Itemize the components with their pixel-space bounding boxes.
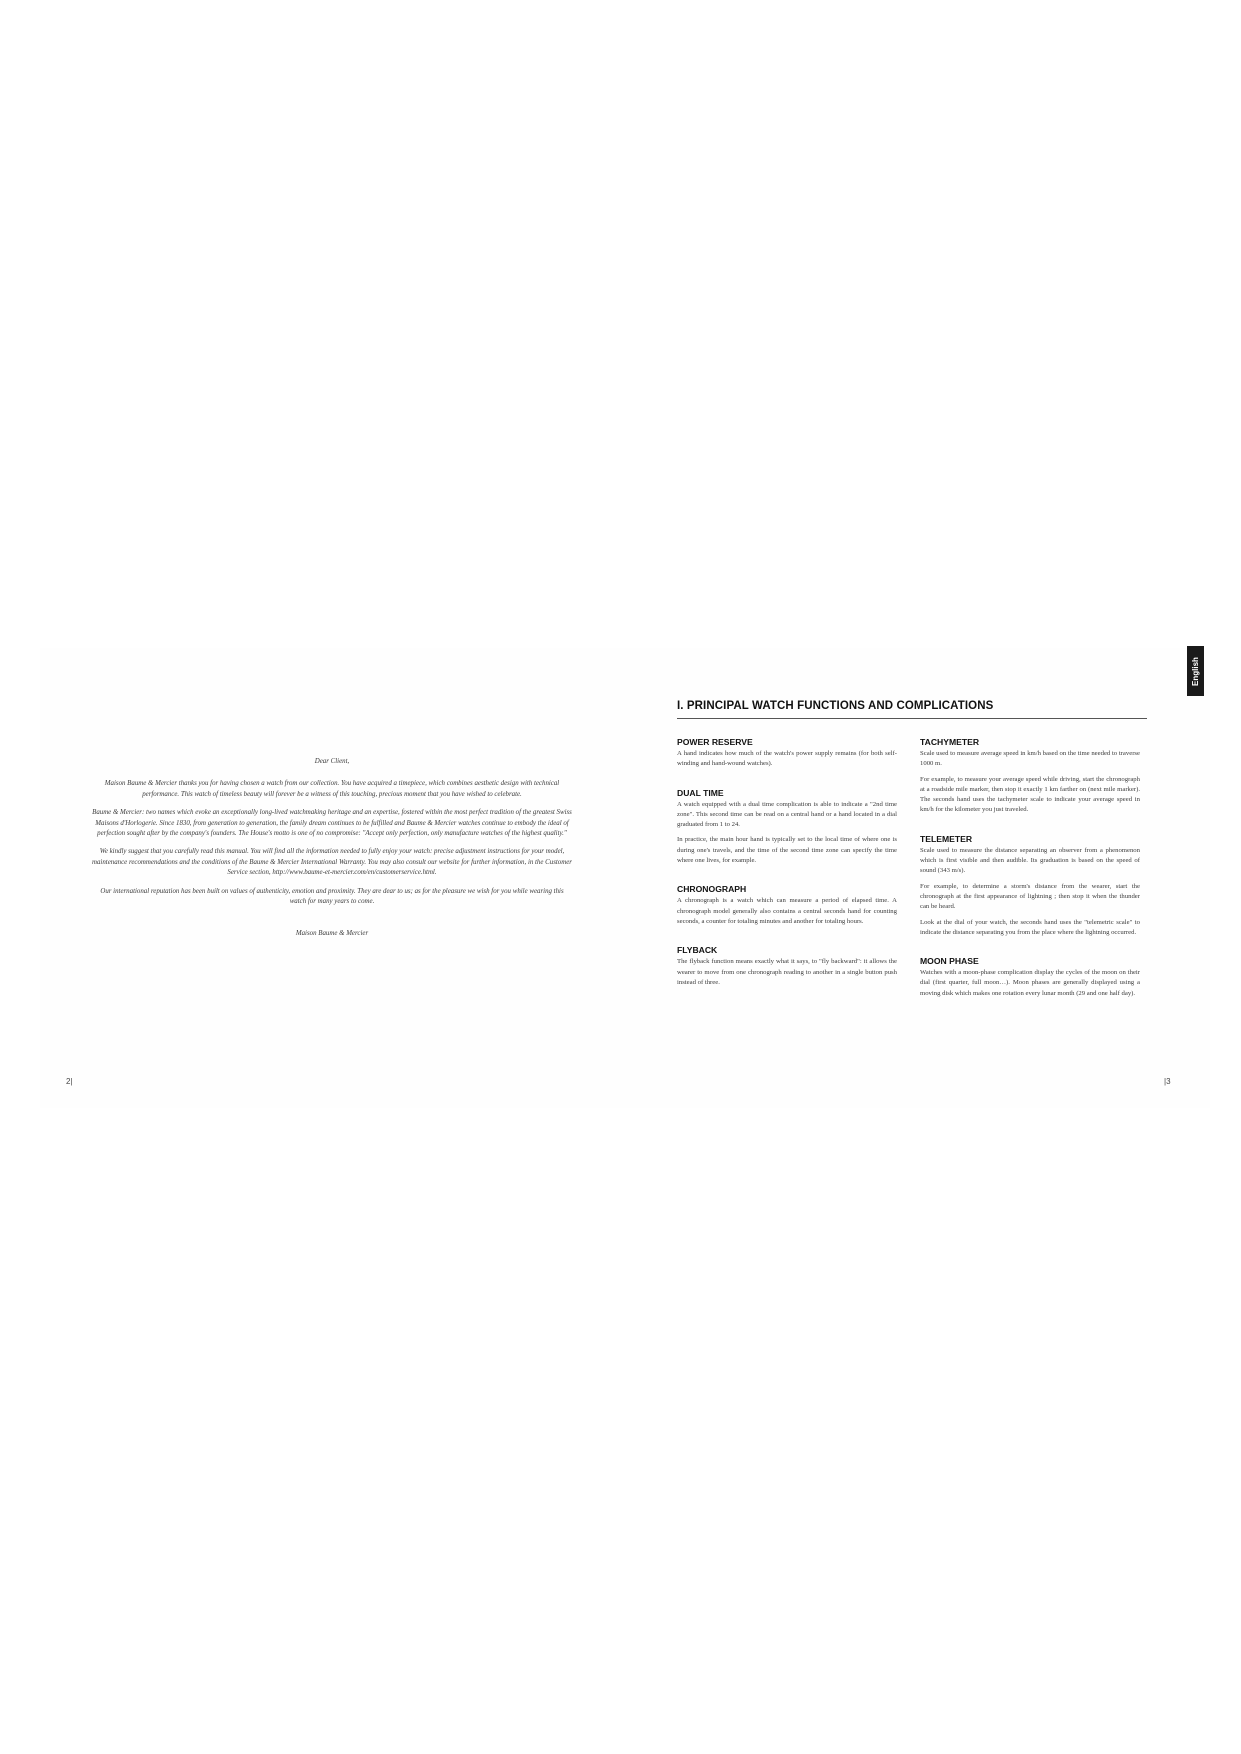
entry-text: In practice, the main hour hand is typically set to the local time of where one is during one's travels, and the time of the second time zone can specify the time where one lives, for example. xyxy=(677,836,897,865)
entry-text: For example, to determine a storm's distance from the wearer, start the chronograph at the first appearance of lightning ; then stop it when the thunder can be heard. xyxy=(920,882,1140,911)
letter-salutation: Dear Client, xyxy=(314,758,350,765)
entry-heading: TELEMETER xyxy=(920,833,973,844)
page-number-right: |3 xyxy=(1164,1077,1171,1086)
entry-heading: FLYBACK xyxy=(677,945,718,956)
language-tab xyxy=(1187,646,1204,696)
entry-text: Scale used to measure the distance separating an observer from a phenomenon which is first visible and then audible. Its graduation is based on the speed of sound (343 m/s). xyxy=(920,846,1140,875)
entry-tachymeter xyxy=(920,737,1140,816)
letter-paragraph: Our international reputation has been built on values of authenticity, emotion and proximity. They are dear to us; as for the pleasure we wish for you while wearing this watch for many years to come. xyxy=(100,887,564,906)
entry-moon-phase xyxy=(920,956,1140,999)
entry-dual-time xyxy=(677,788,897,867)
entry-heading: CHRONOGRAPH xyxy=(677,884,747,895)
entry-text: A chronograph is a watch which can measure a period of elapsed time. A chronograph model generally also contains a central seconds hand for counting seconds, a counter for totaling minutes and another for totaling hours. xyxy=(677,897,897,925)
letter-paragraph: Maison Baume & Mercier thanks you for having chosen a watch from our collection. You have acquired a timepiece, which combines aesthetic design with technical performance. This watch of timeless beauty will forever be a witness of this touching, precious moment that you have wished to celebrate. xyxy=(104,780,560,798)
entry-power-reserve xyxy=(677,737,897,770)
welcome-letter xyxy=(92,757,572,948)
section-title: I. PRINCIPAL WATCH FUNCTIONS AND COMPLICATIONS xyxy=(677,700,1147,719)
entry-heading: MOON PHASE xyxy=(920,956,979,967)
language-tab-label: English xyxy=(1191,656,1201,686)
letter-paragraph: Baume & Mercier: two names which evoke an exceptionally long-lived watchmaking heritage and an expertise, fostered within the most perfect tradition of the greatest Swiss Maisons d'Horlogerie. Since 1830, from generation to generation, the family dream continues to be fulfilled and Baume & Mercier watches continue to embody the ideal of perfection sought after by the company's founders. The House's motto is one of no compromise: "Accept only perfection, only manufacture watches of the highest quality." xyxy=(92,809,572,838)
letter-signature: Maison Baume & Mercier xyxy=(295,930,369,938)
entry-chronograph xyxy=(677,884,897,927)
entry-text: For example, to measure your average speed while driving, start the chronograph at a roadside mile marker, then stop it exactly 1 km farther on (next mile marker). The seconds hand uses the tachymeter scale to indicate your average speed in km/h for the kilometer you just traveled. xyxy=(920,775,1140,814)
letter-paragraph: We kindly suggest that you carefully read this manual. You will find all the information needed to fully enjoy your watch: precise adjustment instructions for your model, maintenance recommendations and the conditions of the Baume & Mercier International Warranty. You may also consult our website for further information, in the Customer Service section, http://www.baume-et-mercier.com/en/customerservice.html. xyxy=(92,848,572,877)
entry-text: A watch equipped with a dual time complication is able to indicate a "2nd time zone". This second time can be read on a central hand or a hand located in a dial graduated from 1 to 24. xyxy=(677,800,897,829)
entry-telemeter xyxy=(920,834,1140,938)
functions-column-1 xyxy=(677,737,897,1006)
entry-heading: POWER RESERVE xyxy=(677,737,753,747)
entry-text: Scale used to measure average speed in km/h based on the time needed to traverse 1000 m. xyxy=(920,750,1140,768)
entry-heading: TACHYMETER xyxy=(920,737,980,747)
entry-text: Watches with a moon-phase complication display the cycles of the moon on their dial (first quarter, full moon…). Moon phases are generally displayed using a moving disk which makes one rotation every lunar month (29 and one half day). xyxy=(920,969,1140,997)
entry-flyback xyxy=(677,945,897,988)
entry-text: A hand indicates how much of the watch's power supply remains (for both self-winding and hand-wound watches). xyxy=(677,750,897,768)
entry-heading: DUAL TIME xyxy=(677,787,724,798)
page-number-left: 2| xyxy=(66,1077,73,1086)
entry-text: The flyback function means exactly what it says, to "fly backward": it allows the wearer to move from one chronograph reading to another in a single button push instead of three. xyxy=(677,958,897,986)
entry-text: Look at the dial of your watch, the seconds hand uses the "telemetric scale" to indicate the distance separating you from the place where the lightning occurred. xyxy=(920,918,1140,936)
functions-column-2 xyxy=(920,737,1140,1017)
